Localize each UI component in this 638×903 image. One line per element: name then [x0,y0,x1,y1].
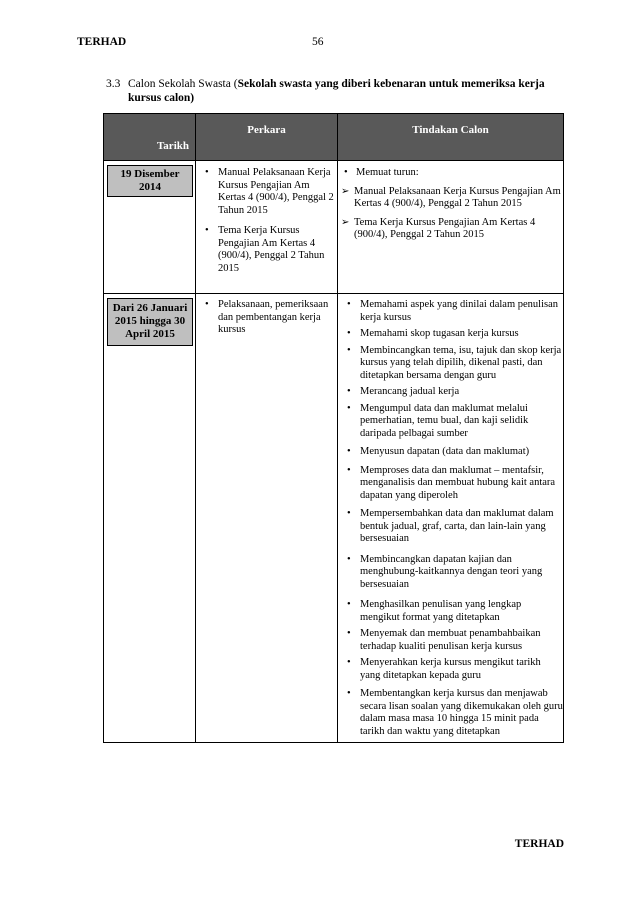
section-title-bold: Sekolah swasta yang diberi kebenaran untuk memeriksa kerja kursus calon) [128,78,545,104]
date-box: 19 Disember 2014 [107,165,193,197]
table-row [104,161,564,294]
list-item: • Menyemak dan membuat penambahbaikan terhadap kualiti penulisan kerja kursus [338,628,563,653]
list-item: • Membincangkan dapatan kajian dan menghubung-kaitkannya dengan teori yang bersesuaian [338,554,563,592]
list-item: • Mempersembahkan data dan maklumat dalam bentuk jadual, graf, carta, dan lain-lain yang bersesuaian [338,508,563,546]
header-tindakan-calon: Tindakan Calon [338,114,564,161]
list-item: • Membincangkan tema, isu, tajuk dan skop kerja kursus yang telah dipilih, dikenal pasti, dan ditetapkan bersama dengan guru [338,345,563,383]
section-heading [106,77,568,105]
list-item: • Memahami skop tugasan kerja kursus [338,328,563,341]
footer-classification: TERHAD [514,838,564,850]
date-box: Dari 26 Januari 2015 hingga 30 April 2015 [107,298,193,346]
tindakan-cell [338,161,564,294]
list-item: • Membentangkan kerja kursus dan menjawab secara lisan soalan yang dikemukakan oleh guru dalam masa masa 10 hingga 15 minit pada tarikh dan waktu yang ditetapkan [338,688,563,738]
header-tarikh: Tarikh [104,114,196,161]
date-cell [104,294,196,743]
section-number: 3.3 [106,78,121,90]
list-item: • Merancang jadual kerja [338,386,563,399]
list-item: ➢ Manual Pelaksanaan Kerja Kursus Pengajian Am Kertas 4 (900/4), Penggal 2 Tahun 2015 [338,186,563,211]
list-item: ➢ Tema Kerja Kursus Pengajian Am Kertas 4 (900/4), Penggal 2 Tahun 2015 [338,217,563,242]
header-perkara: Perkara [196,114,338,161]
list-item: • Memproses data dan maklumat – mentafsir, menganalisis dan membuat hubung kait antara dapatan yang diperoleh [338,465,563,503]
tindakan-cell [338,294,564,743]
list-item: • Memuat turun: [338,167,563,180]
schedule-table [103,113,564,743]
list-item: • Manual Pelaksanaan Kerja Kursus Pengajian Am Kertas 4 (900/4), Penggal 2 Tahun 2015 [196,167,337,217]
list-item: • Pelaksanaan, pemeriksaan dan pembentangan kerja kursus [196,299,337,337]
list-item: • Mengumpul data dan maklumat melalui pemerhatian, temu bual, dan kaji selidik daripada pelbagai sumber [338,403,563,441]
section-title-plain: Calon Sekolah Swasta ( [128,78,238,90]
list-item: • Tema Kerja Kursus Pengajian Am Kertas 4 (900/4), Penggal 2 Tahun 2015 [196,225,337,275]
table-row [104,294,564,743]
perkara-cell [196,294,338,743]
list-item: • Menyusun dapatan (data dan maklumat) [338,446,563,459]
date-cell [104,161,196,294]
list-item: • Menyerahkan kerja kursus mengikut tarikh yang ditetapkan kepada guru [338,657,563,682]
perkara-cell [196,161,338,294]
list-item: • Memahami aspek yang dinilai dalam penulisan kerja kursus [338,299,563,324]
header-classification: TERHAD [77,36,127,48]
page-number: 56 [312,36,324,48]
list-item: • Menghasilkan penulisan yang lengkap mengikut format yang ditetapkan [338,599,563,624]
